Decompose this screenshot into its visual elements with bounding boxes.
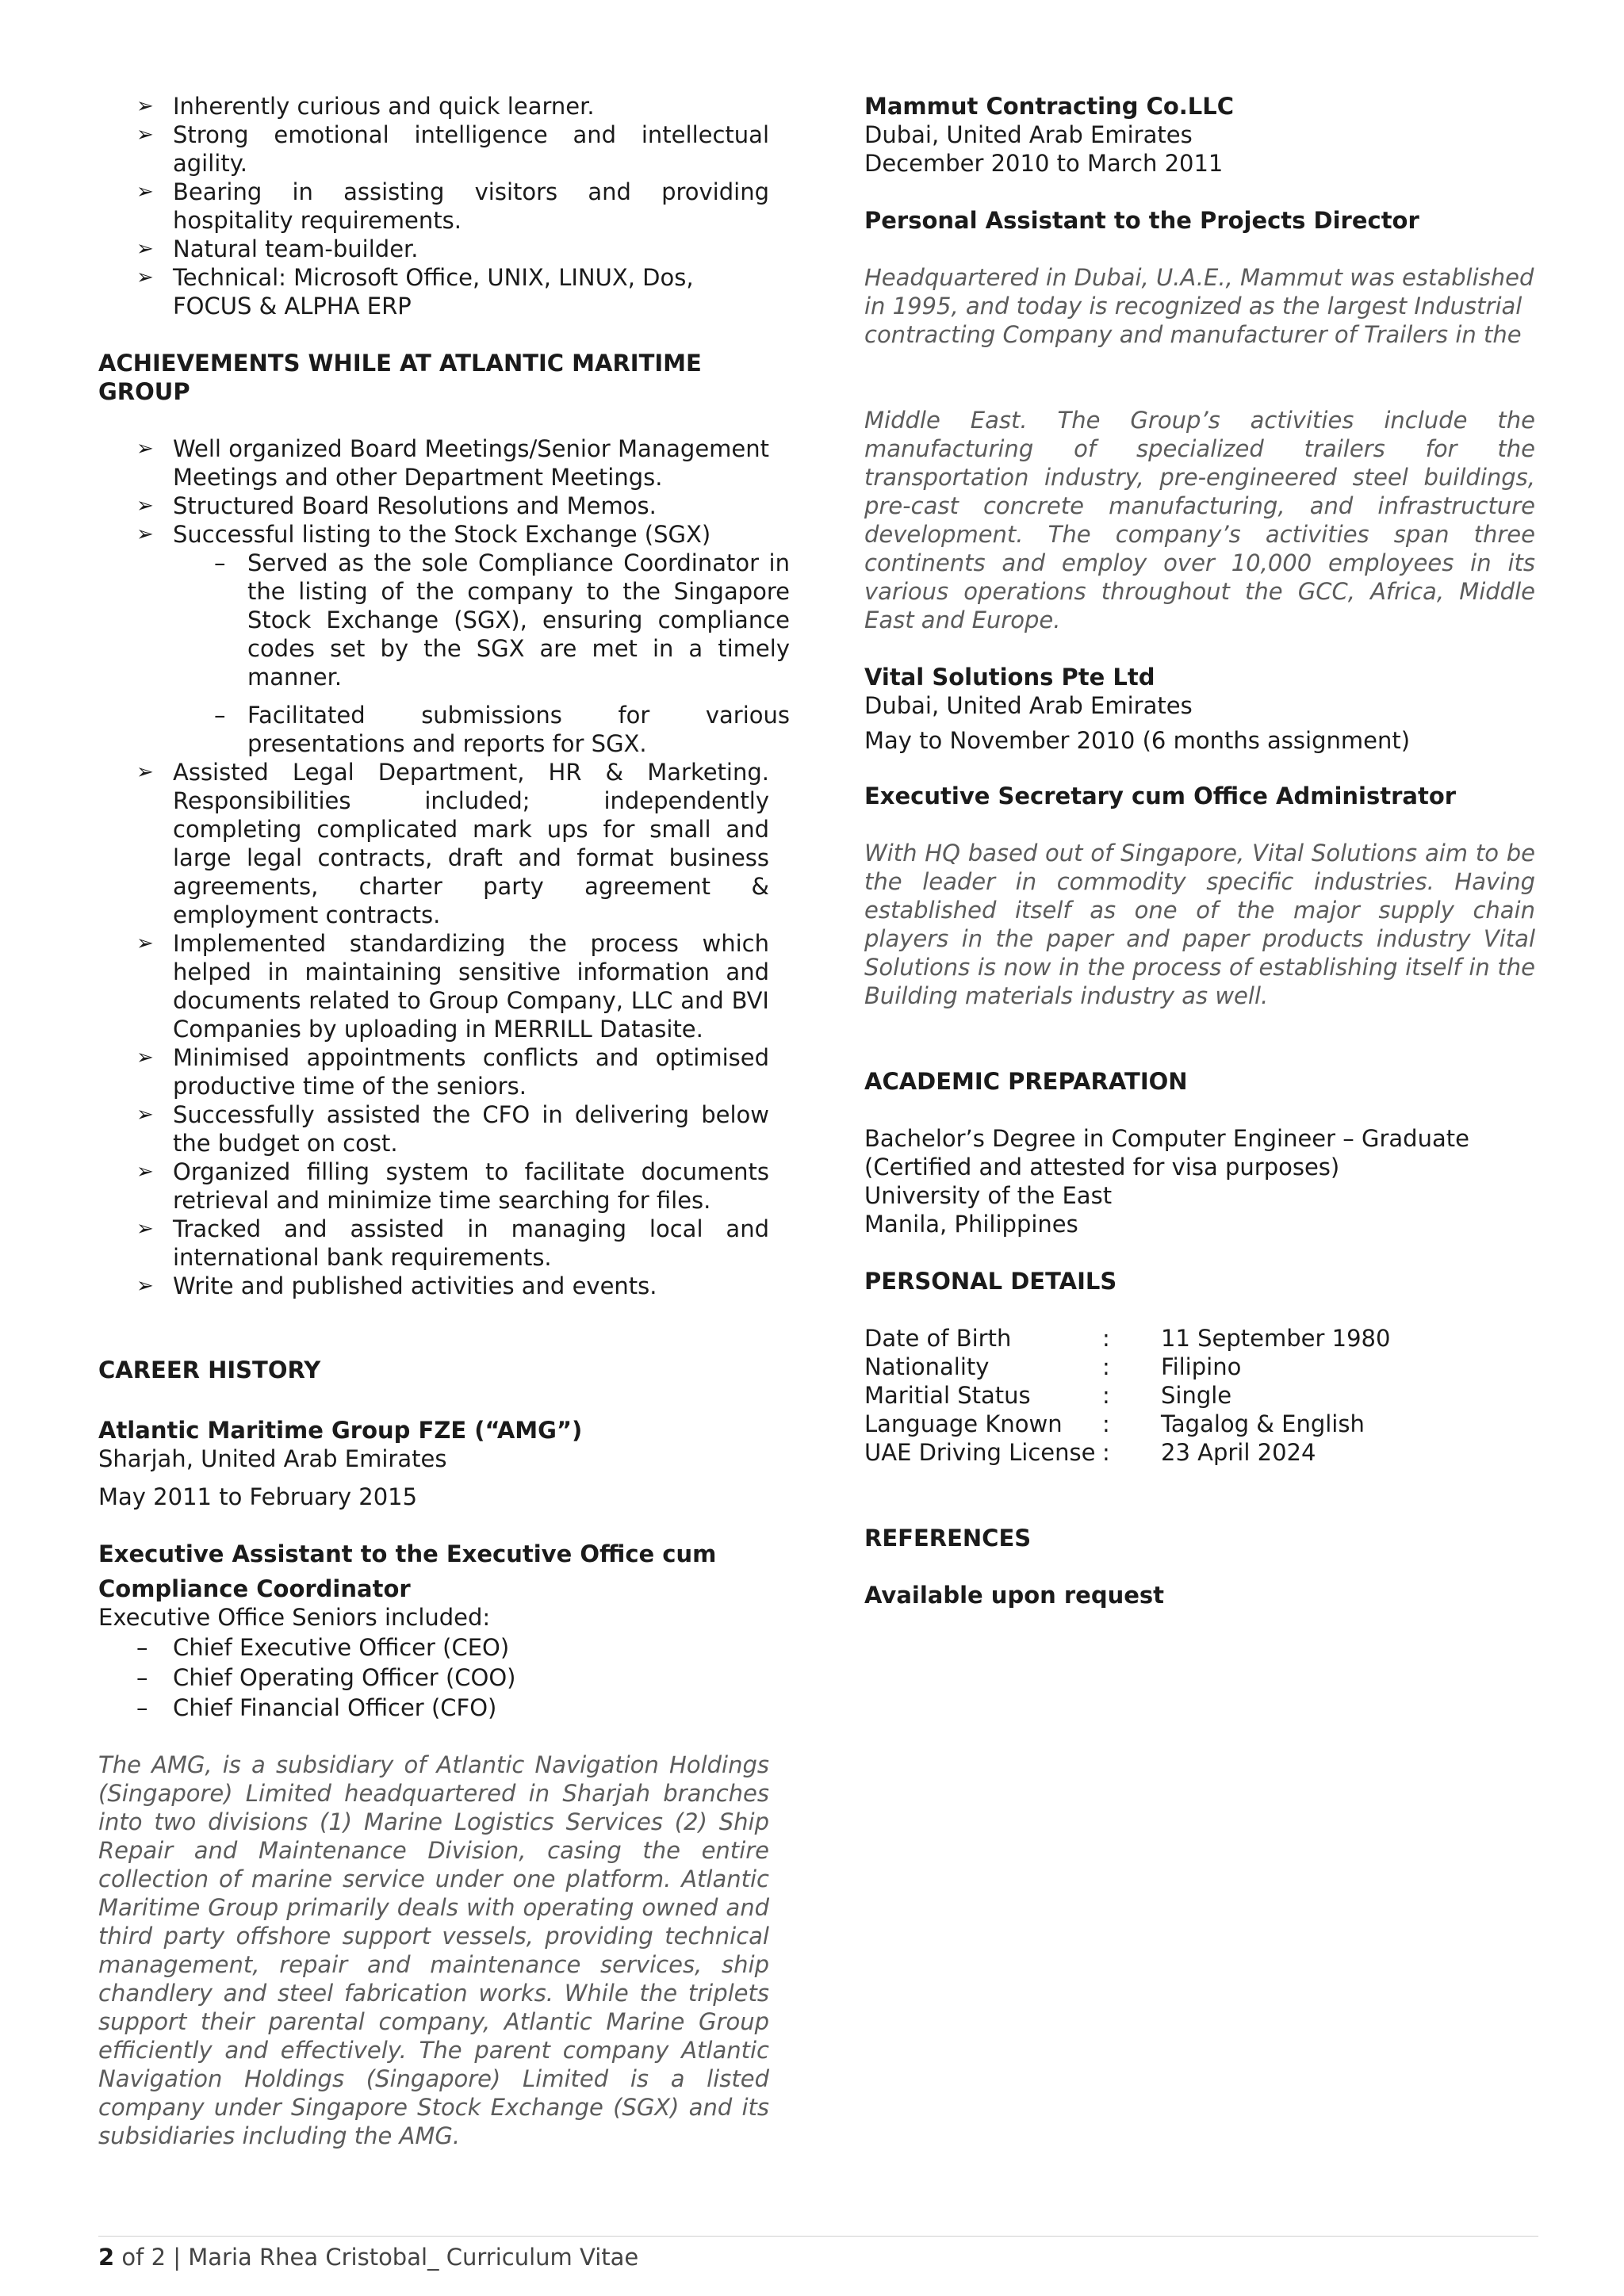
academic-city: Manila, Philippines bbox=[864, 1211, 1078, 1238]
mammut-dates: December 2010 to March 2011 bbox=[864, 150, 1224, 177]
list-item: ➢ Successfully assisted the CFO in delivering below the budget on cost. bbox=[136, 1101, 769, 1157]
arrow-bullet-icon: ➢ bbox=[136, 1046, 154, 1070]
amg-title-line2: Compliance Coordinator bbox=[98, 1575, 411, 1602]
list-item: ➢ Strong emotional intelligence and intellectual agility. bbox=[136, 121, 769, 177]
skills-list bbox=[98, 92, 769, 320]
detail-row: Maritial Status : Single bbox=[864, 1382, 1232, 1409]
detail-row: Date of Birth : 11 September 1980 bbox=[864, 1325, 1391, 1352]
arrow-bullet-icon: ➢ bbox=[136, 94, 154, 118]
sgx-sublist bbox=[173, 549, 790, 758]
arrow-bullet-icon: ➢ bbox=[136, 1217, 154, 1241]
left-column bbox=[98, 92, 790, 2150]
amg-description: The AMG, is a subsidiary of Atlantic Navigation Holdings (Singapore) Limited headquartered in Sharjah branches into two divisions (1) Marine Logistics Services (2) Ship Repair and Maintenance Division, casing the entire collection of marine service under one platform. Atlantic Maritime Group primarily deals with operating owned and third party offshore support vessels, providing technical management, repair and maintenance services, ship chandlery and steel fabrication works. While the triplets support their parental company, Atlantic Marine Group efficiently and effectively. The parent company Atlantic Navigation Holdings (Singapore) Limited is a listed company under Singapore Stock Exchange (SGX) and its subsidiaries including the AMG. bbox=[98, 1751, 769, 2149]
list-item: ➢ Inherently curious and quick learner. bbox=[136, 93, 595, 120]
list-item: ➢ Bearing in assisting visitors and providing hospitality requirements. bbox=[136, 178, 769, 234]
amg-seniors-intro: Executive Office Seniors included: bbox=[98, 1604, 491, 1631]
list-item: ➢ Natural team-builder. bbox=[136, 235, 419, 262]
list-item: – Chief Financial Officer (CFO) bbox=[136, 1694, 497, 1721]
list-item: – Facilitated submissions for various presentations and reports for SGX. bbox=[214, 702, 790, 757]
dash-bullet-icon: – bbox=[214, 549, 226, 576]
list-item: – Chief Operating Officer (COO) bbox=[136, 1664, 516, 1691]
arrow-bullet-icon: ➢ bbox=[136, 237, 154, 261]
career-history-heading: CAREER HISTORY bbox=[98, 1357, 321, 1383]
footer-text: of 2 | Maria Rhea Cristobal_ Curriculum Vitae bbox=[114, 2244, 639, 2271]
academic-heading: ACADEMIC PREPARATION bbox=[864, 1068, 1188, 1095]
arrow-bullet-icon: ➢ bbox=[136, 266, 154, 289]
dash-bullet-icon: – bbox=[136, 1634, 148, 1661]
amg-seniors-list bbox=[98, 1633, 769, 1722]
list-item: ➢ Tracked and assisted in managing local and international bank requirements. bbox=[136, 1215, 769, 1271]
page-footer bbox=[98, 2236, 1538, 2271]
arrow-bullet-icon: ➢ bbox=[136, 932, 154, 955]
right-column bbox=[864, 92, 1535, 1609]
mammut-location: Dubai, United Arab Emirates bbox=[864, 121, 1193, 148]
list-item: ➢ Well organized Board Meetings/Senior Management Meetings and other Department Meetings. bbox=[136, 435, 769, 491]
vital-location: Dubai, United Arab Emirates bbox=[864, 692, 1193, 719]
amg-dates: May 2011 to February 2015 bbox=[98, 1483, 418, 1510]
personal-details-heading: PERSONAL DETAILS bbox=[864, 1268, 1117, 1295]
amg-company: Atlantic Maritime Group FZE (“AMG”) bbox=[98, 1417, 583, 1444]
list-item: – Served as the sole Compliance Coordinator in the listing of the company to the Singapore Stock Exchange (SGX), ensuring compliance codes set by the SGX are met in a timely manner. bbox=[214, 549, 790, 691]
amg-location: Sharjah, United Arab Emirates bbox=[98, 1445, 447, 1472]
mammut-description-part1: Headquartered in Dubai, U.A.E., Mammut was established in 1995, and today is recognized as the largest Industrial contracting Company and manufacturer of Trailers in the bbox=[864, 264, 1534, 348]
dash-bullet-icon: – bbox=[136, 1664, 148, 1691]
detail-row: Language Known : Tagalog & English bbox=[864, 1410, 1365, 1437]
arrow-bullet-icon: ➢ bbox=[136, 494, 154, 518]
mammut-description-part2: Middle East. The Group’s activities include the manufacturing of specialized trailers for the transportation industry, pre-engineered steel buildings, pre-cast concrete manufacturing, and infrastructure development. The company’s activities span three continents and employ over 10,000 employees in its various operations throughout the GCC, Africa, Middle East and Europe. bbox=[864, 407, 1535, 633]
arrow-bullet-icon: ➢ bbox=[136, 1160, 154, 1184]
personal-details-table bbox=[864, 1324, 1535, 1467]
list-item: ➢ Minimised appointments conflicts and optimised productive time of the seniors. bbox=[136, 1044, 769, 1100]
detail-row: UAE Driving License : 23 April 2024 bbox=[864, 1439, 1316, 1466]
vital-company: Vital Solutions Pte Ltd bbox=[864, 664, 1155, 691]
dash-bullet-icon: – bbox=[214, 702, 226, 729]
list-item: ➢ Assisted Legal Department, HR & Marketing. Responsibilities included; independently completing complicated mark ups for small and large legal contracts, draft and format business agreements, charter party agreement & employment contracts. bbox=[136, 759, 769, 928]
list-item: ➢ Structured Board Resolutions and Memos. bbox=[136, 492, 657, 519]
list-item: – Chief Executive Officer (CEO) bbox=[136, 1634, 510, 1661]
arrow-bullet-icon: ➢ bbox=[136, 1274, 154, 1298]
mammut-company: Mammut Contracting Co.LLC bbox=[864, 93, 1235, 120]
amg-title: Executive Assistant to the Executive Office cum bbox=[98, 1540, 717, 1567]
list-item: ➢ Successful listing to the Stock Exchange (SGX) – Served as the sole Compliance Coordinator in the listing of the company to the Singapore Stock Exchange (SGX), ensuring compliance codes set by the SGX are met in a timely manner. – Facilitated submissions for various presentations and reports for SGX. bbox=[136, 521, 790, 757]
arrow-bullet-icon: ➢ bbox=[136, 1103, 154, 1127]
page-number: 2 bbox=[98, 2244, 115, 2271]
achievements-heading: ACHIEVEMENTS WHILE AT ATLANTIC MARITIME GROUP bbox=[98, 350, 702, 405]
vital-description: With HQ based out of Singapore, Vital Solutions aim to be the leader in commodity specific industries. Having established itself as one of the major supply chain players in the paper and paper products industry Vital Solutions is now in the process of establishing itself in the Building materials industry as well. bbox=[864, 840, 1535, 1009]
academic-degree: Bachelor’s Degree in Computer Engineer – Graduate bbox=[864, 1125, 1469, 1152]
arrow-bullet-icon: ➢ bbox=[136, 123, 154, 147]
arrow-bullet-icon: ➢ bbox=[136, 437, 154, 461]
list-item: ➢ Write and published activities and events. bbox=[136, 1272, 657, 1299]
list-item: ➢ Organized filling system to facilitate documents retrieval and minimize time searching for files. bbox=[136, 1158, 769, 1214]
vital-dates: May to November 2010 (6 months assignment) bbox=[864, 727, 1411, 754]
achievements-list bbox=[98, 434, 790, 1300]
arrow-bullet-icon: ➢ bbox=[136, 760, 154, 784]
list-item: ➢ Technical: Microsoft Office, UNIX, LINUX, Dos, FOCUS & ALPHA ERP bbox=[136, 264, 694, 320]
references-text: Available upon request bbox=[864, 1582, 1165, 1609]
dash-bullet-icon: – bbox=[136, 1694, 148, 1721]
academic-university: University of the East bbox=[864, 1182, 1113, 1209]
detail-row: Nationality : Filipino bbox=[864, 1353, 1242, 1380]
vital-title: Executive Secretary cum Office Administrator bbox=[864, 783, 1457, 809]
arrow-bullet-icon: ➢ bbox=[136, 522, 154, 546]
references-heading: REFERENCES bbox=[864, 1525, 1032, 1552]
arrow-bullet-icon: ➢ bbox=[136, 180, 154, 204]
mammut-title: Personal Assistant to the Projects Director bbox=[864, 207, 1419, 234]
list-item: ➢ Implemented standardizing the process which helped in maintaining sensitive information and documents related to Group Company, LLC and BVI Companies by uploading in MERRILL Datasite. bbox=[136, 930, 769, 1043]
academic-certified: (Certified and attested for visa purposes) bbox=[864, 1154, 1340, 1181]
